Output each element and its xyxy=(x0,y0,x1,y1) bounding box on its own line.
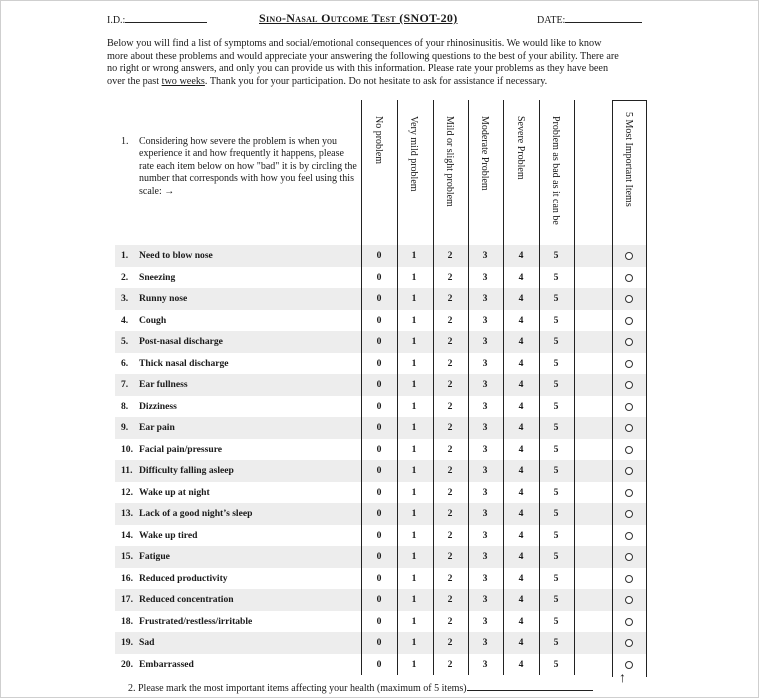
column-divider xyxy=(503,100,504,675)
column-divider xyxy=(433,100,434,675)
important-item-radio[interactable] xyxy=(625,596,633,604)
important-item-radio[interactable] xyxy=(625,639,633,647)
score-option[interactable]: 3 xyxy=(482,357,488,369)
score-option[interactable]: 0 xyxy=(376,379,382,390)
item-number: 1. xyxy=(121,250,129,261)
score-option[interactable]: 4 xyxy=(518,637,524,648)
item-number: 18. xyxy=(121,615,133,627)
score-option[interactable]: 0 xyxy=(376,572,382,584)
score-option[interactable]: 4 xyxy=(518,336,524,347)
important-item-radio[interactable] xyxy=(625,510,633,518)
item-number: 4. xyxy=(121,314,129,326)
score-option[interactable]: 0 xyxy=(376,357,382,369)
important-item-radio[interactable] xyxy=(625,661,633,669)
important-item-radio[interactable] xyxy=(625,575,633,583)
score-option[interactable]: 0 xyxy=(376,336,382,347)
important-column-border xyxy=(646,100,647,677)
score-option[interactable]: 4 xyxy=(518,594,524,605)
score-option[interactable]: 2 xyxy=(447,508,453,519)
score-option[interactable]: 1 xyxy=(411,615,417,627)
score-option[interactable]: 1 xyxy=(411,465,417,476)
score-option[interactable]: 5 xyxy=(553,508,559,519)
date-field xyxy=(537,13,642,26)
score-option[interactable]: 0 xyxy=(376,551,382,562)
score-option[interactable]: 1 xyxy=(411,250,417,261)
score-option[interactable]: 5 xyxy=(553,336,559,347)
scale-header-5: Problem as bad as it can be xyxy=(550,116,561,225)
id-label: I.D.: xyxy=(107,15,126,26)
question-2 xyxy=(128,682,593,694)
date-blank-line[interactable] xyxy=(565,13,642,23)
symptom-item xyxy=(121,315,166,326)
score-option[interactable]: 2 xyxy=(447,465,453,476)
score-option[interactable]: 5 xyxy=(553,357,559,369)
item-number: 3. xyxy=(121,293,129,304)
score-option[interactable]: 0 xyxy=(376,422,382,433)
important-item-radio[interactable] xyxy=(625,553,633,561)
item-number: 2. xyxy=(121,271,129,283)
score-option[interactable]: 2 xyxy=(447,572,453,584)
score-option[interactable]: 5 xyxy=(553,637,559,648)
score-option[interactable]: 4 xyxy=(518,529,524,541)
item-number: 11. xyxy=(121,465,133,476)
score-option[interactable]: 1 xyxy=(411,336,417,347)
item-label: Lack of a good night’s sleep xyxy=(139,508,253,519)
item-label: Wake up at night xyxy=(139,486,210,498)
score-option[interactable]: 3 xyxy=(482,422,488,433)
score-option[interactable]: 1 xyxy=(411,637,417,648)
intro-line: no right or wrong answers, and only you can provide us with this information. Please rate your problems as they have been xyxy=(107,63,609,75)
score-option[interactable]: 1 xyxy=(411,400,417,412)
score-option[interactable]: 2 xyxy=(447,357,453,369)
score-option[interactable]: 5 xyxy=(553,443,559,455)
score-option[interactable]: 5 xyxy=(553,314,559,326)
symptom-item xyxy=(121,250,213,261)
symptom-item xyxy=(121,465,234,476)
item-number: 15. xyxy=(121,551,133,562)
item-label: Reduced concentration xyxy=(139,594,234,605)
score-option[interactable]: 5 xyxy=(553,465,559,476)
item-label: Ear pain xyxy=(139,422,175,433)
score-option[interactable]: 2 xyxy=(447,551,453,562)
column-divider xyxy=(397,100,398,675)
item-number: 6. xyxy=(121,357,129,369)
score-option[interactable]: 0 xyxy=(376,250,382,261)
important-item-radio[interactable] xyxy=(625,424,633,432)
score-option[interactable]: 0 xyxy=(376,529,382,541)
item-label: Need to blow nose xyxy=(139,250,213,261)
score-option[interactable]: 5 xyxy=(553,551,559,562)
score-option[interactable]: 5 xyxy=(553,422,559,433)
score-option[interactable]: 1 xyxy=(411,594,417,605)
score-option[interactable]: 2 xyxy=(447,658,453,670)
id-blank-line[interactable] xyxy=(125,13,207,23)
score-option[interactable]: 5 xyxy=(553,271,559,283)
important-column-top xyxy=(612,100,646,101)
symptom-item xyxy=(121,637,154,648)
score-option[interactable]: 1 xyxy=(411,529,417,541)
score-option[interactable]: 3 xyxy=(482,637,488,648)
symptom-item xyxy=(121,594,234,605)
score-option[interactable]: 2 xyxy=(447,379,453,390)
score-option[interactable]: 5 xyxy=(553,529,559,541)
intro-paragraph xyxy=(107,38,655,88)
score-option[interactable]: 0 xyxy=(376,658,382,670)
score-option[interactable]: 0 xyxy=(376,271,382,283)
score-option[interactable]: 1 xyxy=(411,314,417,326)
important-item-radio[interactable] xyxy=(625,381,633,389)
item-label: Thick nasal discharge xyxy=(139,357,229,369)
intro-text: over the past xyxy=(107,75,162,87)
score-option[interactable]: 4 xyxy=(518,572,524,584)
scale-header-0: No problem xyxy=(373,116,384,165)
intro-emphasis: two weeks xyxy=(161,75,205,87)
score-option[interactable]: 2 xyxy=(447,637,453,648)
score-option[interactable]: 5 xyxy=(553,379,559,390)
important-items-header: 5 Most Important Items xyxy=(623,112,634,207)
score-option[interactable]: 4 xyxy=(518,271,524,283)
score-option[interactable]: 2 xyxy=(447,443,453,455)
score-option[interactable]: 4 xyxy=(518,293,524,304)
score-option[interactable]: 3 xyxy=(482,250,488,261)
scale-header-1: Very mild problem xyxy=(408,116,419,192)
score-option[interactable]: 3 xyxy=(482,443,488,455)
score-option[interactable]: 3 xyxy=(482,400,488,412)
score-option[interactable]: 2 xyxy=(447,529,453,541)
score-option[interactable]: 1 xyxy=(411,551,417,562)
item-number: 8. xyxy=(121,400,129,412)
score-option[interactable]: 0 xyxy=(376,486,382,498)
score-option[interactable]: 3 xyxy=(482,658,488,670)
item-number: 16. xyxy=(121,572,133,584)
symptom-item xyxy=(121,336,223,347)
symptom-item xyxy=(121,293,187,304)
intro-text: . Thank you for your participation. Do not hesitate to ask for assistance if necessary. xyxy=(204,75,548,87)
item-label: Facial pain/pressure xyxy=(139,443,223,455)
score-option[interactable]: 5 xyxy=(553,250,559,261)
score-option[interactable]: 0 xyxy=(376,637,382,648)
score-option[interactable]: 4 xyxy=(518,443,524,455)
symptom-item xyxy=(121,508,252,519)
score-option[interactable]: 3 xyxy=(482,293,488,304)
symptom-item xyxy=(121,272,175,283)
important-item-radio[interactable] xyxy=(625,338,633,346)
score-option[interactable]: 1 xyxy=(411,379,417,390)
score-option[interactable]: 4 xyxy=(518,400,524,412)
question-1-text: Considering how severe the problem is when you experience it and how frequently it happens, please rate each item below on how "bad" it is by circling the number that corresponds with how you feel using this scale: → xyxy=(139,136,357,197)
score-option[interactable]: 5 xyxy=(553,400,559,412)
item-label: Reduced productivity xyxy=(139,572,228,584)
score-option[interactable]: 4 xyxy=(518,379,524,390)
important-item-radio[interactable] xyxy=(625,467,633,475)
score-option[interactable]: 2 xyxy=(447,400,453,412)
score-option[interactable]: 3 xyxy=(482,486,488,498)
score-option[interactable]: 4 xyxy=(518,422,524,433)
score-option[interactable]: 3 xyxy=(482,379,488,390)
important-item-radio[interactable] xyxy=(625,360,633,368)
important-item-radio[interactable] xyxy=(625,295,633,303)
score-option[interactable]: 4 xyxy=(518,658,524,670)
column-divider xyxy=(539,100,540,675)
score-option[interactable]: 1 xyxy=(411,271,417,283)
important-item-radio[interactable] xyxy=(625,489,633,497)
score-option[interactable]: 0 xyxy=(376,293,382,304)
symptom-item xyxy=(121,616,252,627)
score-option[interactable]: 4 xyxy=(518,357,524,369)
score-option[interactable]: 4 xyxy=(518,250,524,261)
score-option[interactable]: 4 xyxy=(518,508,524,519)
item-label: Embarrassed xyxy=(139,658,194,670)
score-option[interactable]: 3 xyxy=(482,572,488,584)
item-label: Frustrated/restless/irritable xyxy=(139,615,253,627)
score-option[interactable]: 3 xyxy=(482,508,488,519)
important-item-radio[interactable] xyxy=(625,252,633,260)
score-option[interactable]: 2 xyxy=(447,336,453,347)
item-number: 20. xyxy=(121,658,133,670)
score-option[interactable]: 1 xyxy=(411,508,417,519)
symptom-item xyxy=(121,358,229,369)
scale-header-4: Severe Problem xyxy=(515,116,526,180)
date-label: DATE: xyxy=(537,15,566,26)
symptom-item xyxy=(121,659,194,670)
scale-header-2: Mild or slight problem xyxy=(444,116,455,207)
score-option[interactable]: 2 xyxy=(447,594,453,605)
item-number: 5. xyxy=(121,336,129,347)
score-option[interactable]: 0 xyxy=(376,443,382,455)
score-option[interactable]: 2 xyxy=(447,250,453,261)
scale-header-3: Moderate Problem xyxy=(479,116,490,191)
score-option[interactable]: 0 xyxy=(376,465,382,476)
score-option[interactable]: 0 xyxy=(376,508,382,519)
item-label: Difficulty falling asleep xyxy=(139,465,234,476)
score-option[interactable]: 2 xyxy=(447,615,453,627)
important-item-radio[interactable] xyxy=(625,618,633,626)
score-option[interactable]: 4 xyxy=(518,551,524,562)
important-column-border xyxy=(612,100,613,677)
item-number: 19. xyxy=(121,637,133,648)
score-option[interactable]: 4 xyxy=(518,465,524,476)
score-option[interactable]: 5 xyxy=(553,293,559,304)
score-option[interactable]: 5 xyxy=(553,658,559,670)
score-option[interactable]: 0 xyxy=(376,615,382,627)
score-option[interactable]: 5 xyxy=(553,572,559,584)
item-label: Sneezing xyxy=(139,271,176,283)
score-option[interactable]: 3 xyxy=(482,314,488,326)
score-option[interactable]: 2 xyxy=(447,422,453,433)
symptom-item xyxy=(121,487,210,498)
important-item-radio[interactable] xyxy=(625,317,633,325)
score-option[interactable]: 3 xyxy=(482,529,488,541)
item-label: Wake up tired xyxy=(139,529,198,541)
symptom-item xyxy=(121,444,222,455)
important-item-radio[interactable] xyxy=(625,532,633,540)
item-label: Sad xyxy=(139,637,155,648)
item-number: 10. xyxy=(121,443,133,455)
score-option[interactable]: 3 xyxy=(482,551,488,562)
symptom-item xyxy=(121,573,228,584)
intro-line: Below you will find a list of symptoms and social/emotional consequences of your rhinosinusitis. We would like to know xyxy=(107,38,602,49)
score-option[interactable]: 5 xyxy=(553,615,559,627)
score-option[interactable]: 2 xyxy=(447,271,453,283)
score-option[interactable]: 3 xyxy=(482,271,488,283)
item-label: Post-nasal discharge xyxy=(139,336,223,347)
intro-line xyxy=(107,76,655,89)
column-divider xyxy=(361,100,362,675)
score-option[interactable]: 1 xyxy=(411,486,417,498)
score-option[interactable]: 1 xyxy=(411,572,417,584)
column-divider xyxy=(574,100,575,675)
score-option[interactable]: 0 xyxy=(376,314,382,326)
score-option[interactable]: 3 xyxy=(482,594,488,605)
item-number: 13. xyxy=(121,508,133,519)
symptom-item xyxy=(121,422,175,433)
score-option[interactable]: 1 xyxy=(411,443,417,455)
item-number: 9. xyxy=(121,422,129,433)
item-label: Cough xyxy=(139,314,167,326)
symptom-item xyxy=(121,551,170,562)
symptom-item xyxy=(121,530,197,541)
item-number: 12. xyxy=(121,486,133,498)
item-label: Runny nose xyxy=(139,293,188,304)
score-option[interactable]: 5 xyxy=(553,486,559,498)
question-2-text: 2. Please mark the most important items affecting your health (maximum of 5 items) xyxy=(128,683,467,694)
score-option[interactable]: 1 xyxy=(411,357,417,369)
id-field xyxy=(107,13,207,26)
item-number: 7. xyxy=(121,379,129,390)
score-option[interactable]: 3 xyxy=(482,615,488,627)
symptom-item xyxy=(121,401,177,412)
question-2-blank-line[interactable] xyxy=(467,682,593,691)
item-label: Fatigue xyxy=(139,551,170,562)
score-option[interactable]: 2 xyxy=(447,486,453,498)
score-option[interactable]: 0 xyxy=(376,594,382,605)
score-option[interactable]: 3 xyxy=(482,336,488,347)
intro-line: more about these problems and would appreciate your answering the following questions to the best of your ability. There are xyxy=(107,50,619,62)
item-label: Ear fullness xyxy=(139,379,188,390)
column-divider xyxy=(468,100,469,675)
up-arrow-icon: ↑ xyxy=(619,671,626,686)
important-item-radio[interactable] xyxy=(625,446,633,454)
score-option[interactable]: 1 xyxy=(411,422,417,433)
score-option[interactable]: 1 xyxy=(411,293,417,304)
score-option[interactable]: 3 xyxy=(482,465,488,476)
score-option[interactable]: 4 xyxy=(518,615,524,627)
important-item-radio[interactable] xyxy=(625,403,633,411)
question-number: 1. xyxy=(121,136,129,147)
item-number: 14. xyxy=(121,529,133,541)
item-number: 17. xyxy=(121,594,133,605)
score-option[interactable]: 4 xyxy=(518,486,524,498)
important-item-radio[interactable] xyxy=(625,274,633,282)
score-option[interactable]: 2 xyxy=(447,314,453,326)
score-option[interactable]: 5 xyxy=(553,594,559,605)
score-option[interactable]: 4 xyxy=(518,314,524,326)
form-title: Sino-Nasal Outcome Test (SNOT-20) xyxy=(259,11,458,25)
score-option[interactable]: 1 xyxy=(411,658,417,670)
symptom-item xyxy=(121,379,188,390)
item-label: Dizziness xyxy=(139,400,177,412)
score-option[interactable]: 2 xyxy=(447,293,453,304)
score-option[interactable]: 0 xyxy=(376,400,382,412)
